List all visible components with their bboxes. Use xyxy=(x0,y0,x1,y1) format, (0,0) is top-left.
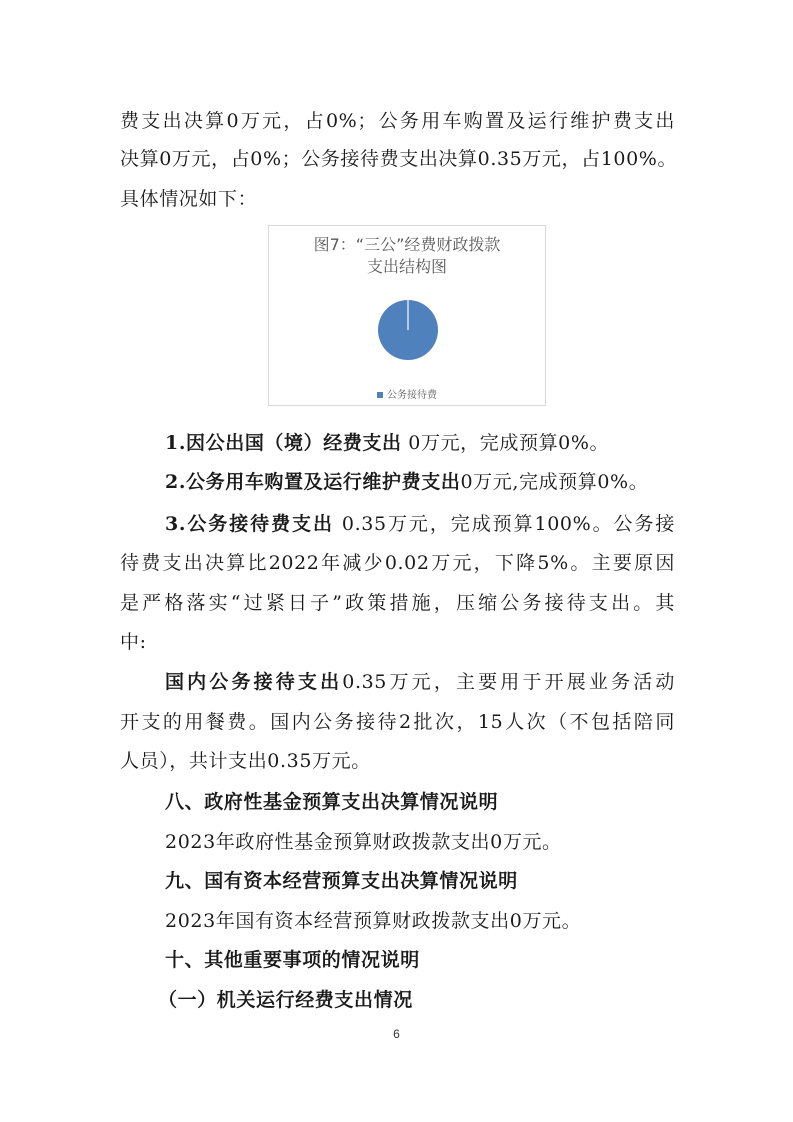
subsection-1-heading: （一）机关运行经费支出情况 xyxy=(158,989,413,1011)
chart-legend xyxy=(269,386,545,401)
legend-swatch xyxy=(377,392,383,398)
pie-chart xyxy=(268,225,546,406)
para-top-line-3: 具体情况如下： xyxy=(120,188,258,210)
item-3-line-4: 中: xyxy=(120,631,147,653)
pie-svg xyxy=(269,226,547,407)
item-3-line-2: 待费支出决算比2022年减少0.02万元，下降5%。主要原因 xyxy=(120,552,675,574)
item-3-line-1 xyxy=(165,511,675,537)
item-3-heading: 3.公务接待费支出 xyxy=(165,513,334,535)
chart-title: 图7：“三公”经费财政拨款 支出结构图 xyxy=(313,235,501,276)
section-10-heading: 十、其他重要事项的情况说明 xyxy=(165,949,420,971)
item-3-text-1: 0.35万元，完成预算100%。公务接 xyxy=(341,513,675,535)
legend-label: 公务接待费 xyxy=(387,390,437,401)
item-1 xyxy=(165,430,675,456)
item-3-line-3: 是严格落实“过紧日子”政策措施，压缩公务接待支出。其 xyxy=(120,592,675,614)
item-2 xyxy=(165,469,675,495)
section-8-text: 2023年政府性基金预算财政拨款支出0万元。 xyxy=(165,831,562,853)
domestic-line-3: 人员），共计支出0.35万元。 xyxy=(120,750,371,772)
section-8-heading: 八、政府性基金预算支出决算情况说明 xyxy=(165,791,499,813)
para-top-line-2: 决算0万元，占0%；公务接待费支出决算0.35万元，占100%。 xyxy=(120,148,678,170)
domestic-line-2: 开支的用餐费。国内公务接待2批次，15人次（不包括陪同 xyxy=(120,711,675,733)
page-number: 6 xyxy=(393,1027,400,1041)
item-2-text: 0万元,完成预算0%。 xyxy=(460,471,649,493)
item-2-heading: 2.公务用车购置及运行维护费支出 xyxy=(165,471,461,493)
domestic-heading: 国内公务接待支出 xyxy=(165,671,343,693)
domestic-line-1 xyxy=(165,669,675,695)
section-9-heading: 九、国有资本经营预算支出决算情况说明 xyxy=(165,870,518,892)
domestic-text-1: 0.35万元，主要用于开展业务活动 xyxy=(342,671,675,693)
item-1-text: 0万元，完成预算0%。 xyxy=(408,432,610,454)
para-top-line-1: 费支出决算0万元，占0%；公务用车购置及运行维护费支出 xyxy=(120,110,675,132)
section-9-text: 2023年国有资本经营预算财政拨款支出0万元。 xyxy=(165,910,582,932)
item-1-heading: 1.因公出国（境）经费支出 xyxy=(165,432,402,454)
